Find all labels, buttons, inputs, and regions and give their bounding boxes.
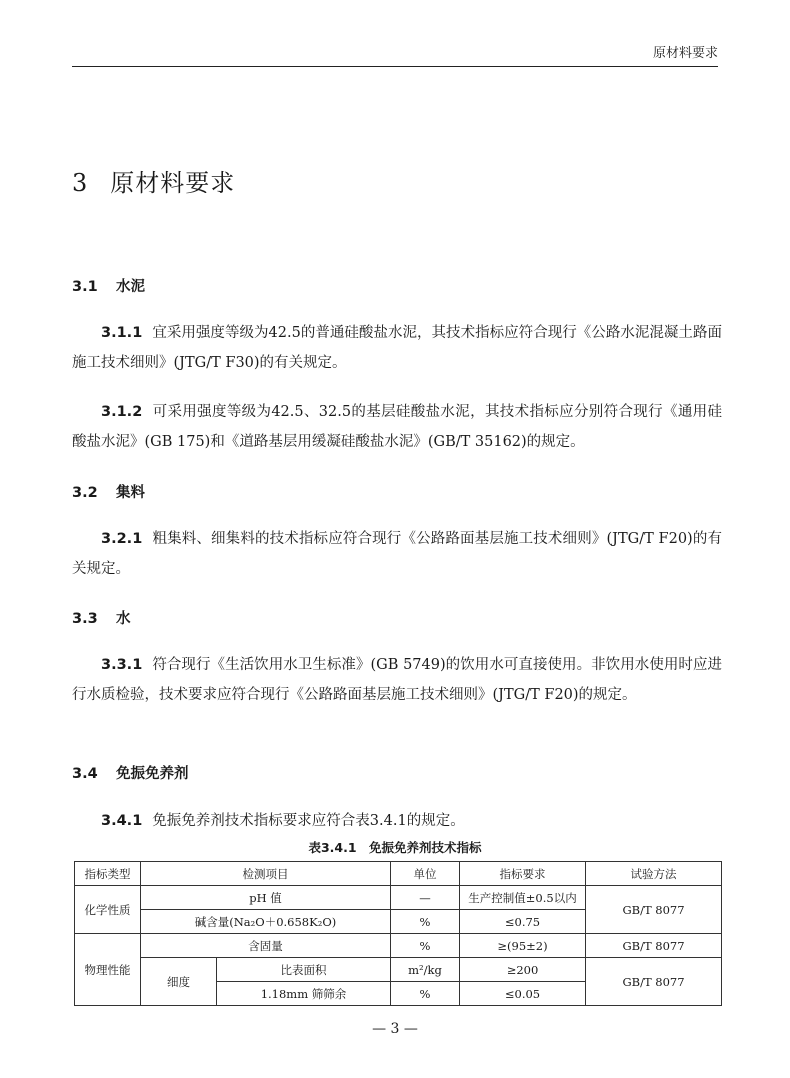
requirement-cell: ≥(95±2)	[460, 934, 586, 958]
unit-cell: %	[391, 934, 460, 958]
unit-cell: —	[391, 886, 460, 910]
unit-cell: %	[391, 982, 460, 1006]
table-caption: 表3.4.1 免振免养剂技术指标	[308, 840, 482, 855]
clause-text: 宜采用强度等级为42.5的普通硅酸盐水泥，其技术指标应符合现行《公路水泥混凝土路面施工技术细则》(JTG/T F30)的有关规定。	[72, 325, 722, 371]
item-cell: 含固量	[141, 934, 391, 958]
item-cell: 碱含量(Na₂O＋0.658K₂O)	[141, 910, 391, 934]
requirement-cell: ≥200	[460, 958, 586, 982]
clause-text: 免振免养剂技术指标要求应符合表3.4.1的规定。	[152, 813, 465, 829]
section-title: 水泥	[116, 279, 145, 295]
clause-3-1-2	[72, 397, 722, 457]
group-cell: 化学性质	[75, 886, 141, 934]
section-number: 3.3	[72, 611, 98, 627]
header-cell: 指标要求	[460, 862, 586, 886]
section-title: 集料	[116, 485, 145, 501]
clause-3-2-1	[72, 524, 722, 584]
clause-number: 3.1.2	[101, 404, 143, 420]
clause-3-4-1	[72, 806, 722, 836]
section-title: 免振免养剂	[116, 766, 189, 782]
clause-number: 3.1.1	[101, 325, 143, 341]
header-cell: 指标类型	[75, 862, 141, 886]
requirement-cell: ≤0.05	[460, 982, 586, 1006]
item-cell: pH 值	[141, 886, 391, 910]
table-row	[75, 958, 722, 982]
method-cell: GB/T 8077	[586, 958, 722, 1006]
clause-number: 3.3.1	[101, 657, 143, 673]
spec-table	[74, 861, 722, 1006]
section-heading-3-4	[72, 762, 189, 783]
section-title: 水	[116, 611, 131, 627]
header-divider	[72, 66, 718, 67]
section-number: 3.1	[72, 279, 98, 295]
requirement-cell: 生产控制值±0.5以内	[460, 886, 586, 910]
clause-3-1-1	[72, 318, 722, 378]
clause-text: 可采用强度等级为42.5、32.5的基层硅酸盐水泥，其技术指标应分别符合现行《通用硅酸盐水泥》(GB 175)和《道路基层用缓凝硅酸盐水泥》(GB/T 35162)的规定。	[72, 404, 722, 450]
page-number: — 3 —	[372, 1021, 418, 1037]
table-header-row	[75, 862, 722, 886]
requirement-cell: ≤0.75	[460, 910, 586, 934]
chapter-title-text: 原材料要求	[110, 169, 236, 197]
clause-text: 粗集料、细集料的技术指标应符合现行《公路路面基层施工技术细则》(JTG/T F20)的有关规定。	[72, 531, 722, 577]
header-cell: 试验方法	[586, 862, 722, 886]
header-cell: 单位	[391, 862, 460, 886]
clause-number: 3.2.1	[101, 531, 143, 547]
group-cell: 物理性能	[75, 934, 141, 1006]
table-row	[75, 934, 722, 958]
unit-cell: m²/kg	[391, 958, 460, 982]
item-cell: 比表面积	[217, 958, 391, 982]
clause-number: 3.4.1	[101, 813, 143, 829]
clause-text: 符合现行《生活饮用水卫生标准》(GB 5749)的饮用水可直接使用。非饮用水使用时应进行水质检验，技术要求应符合现行《公路路面基层施工技术细则》(JTG/T F20)的规定。	[72, 657, 722, 703]
method-cell: GB/T 8077	[586, 886, 722, 934]
chapter-title	[72, 163, 235, 198]
method-cell: GB/T 8077	[586, 934, 722, 958]
item-cell: 1.18mm 筛筛余	[217, 982, 391, 1006]
section-heading-3-2	[72, 481, 145, 502]
table-row	[75, 886, 722, 910]
section-heading-3-3	[72, 607, 131, 628]
chapter-number: 3	[72, 169, 89, 197]
section-heading-3-1	[72, 275, 145, 296]
clause-3-3-1	[72, 650, 722, 710]
unit-cell: %	[391, 910, 460, 934]
section-number: 3.2	[72, 485, 98, 501]
running-header: 原材料要求	[652, 46, 718, 61]
header-cell: 检测项目	[141, 862, 391, 886]
section-number: 3.4	[72, 766, 98, 782]
subgroup-cell: 细度	[141, 958, 217, 1006]
